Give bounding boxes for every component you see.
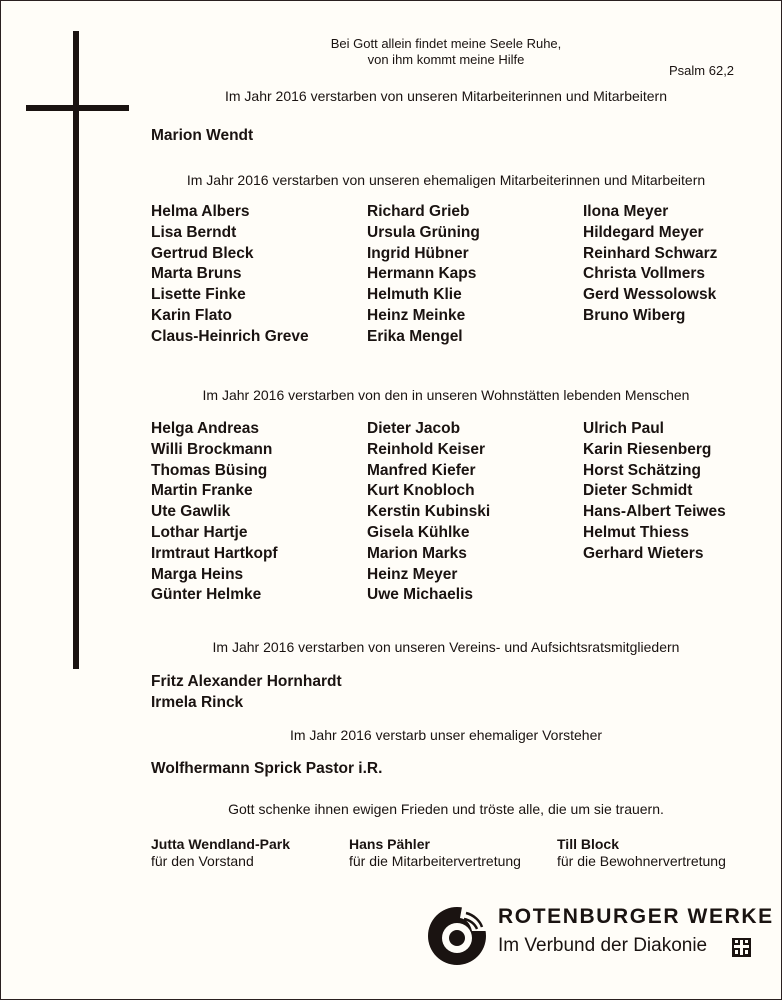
list-item: Uwe Michaelis xyxy=(367,586,473,604)
list-item: Lisette Finke xyxy=(151,286,246,304)
cross-vertical-bar xyxy=(73,31,79,669)
list-item: Karin Riesenberg xyxy=(583,440,712,458)
list-item: Marga Heins xyxy=(151,565,244,583)
list-item: Ilona Meyer xyxy=(583,203,669,220)
list-item: Helmut Thiess xyxy=(583,523,689,541)
former-director-intro: Im Jahr 2016 verstarb unser ehemaliger Vorsteher xyxy=(289,727,603,743)
cross-horizontal-bar xyxy=(26,105,129,111)
bible-quote xyxy=(301,36,591,68)
list-item: Claus-Heinrich Greve xyxy=(151,327,309,345)
former-employees-column-2 xyxy=(367,202,480,348)
former-employees-column-3 xyxy=(583,202,717,327)
list-item: Ulrich Paul xyxy=(583,420,664,437)
list-item: Helmuth Klie xyxy=(367,286,462,304)
list-item: Thomas Büsing xyxy=(151,461,268,479)
list-item: Gerd Wessolowsk xyxy=(583,286,717,304)
list-item: Willi Brockmann xyxy=(151,440,273,458)
list-item: Ursula Grüning xyxy=(367,223,480,241)
diakonie-cross-icon xyxy=(732,938,751,957)
list-item: Marion Marks xyxy=(367,544,467,562)
list-item: Gerhard Wieters xyxy=(583,544,704,562)
list-item: Gertrud Bleck xyxy=(151,244,254,262)
list-item: Christa Vollmers xyxy=(583,265,706,283)
list-item: Kerstin Kubinski xyxy=(367,503,491,521)
list-item: Erika Mengel xyxy=(367,327,463,345)
list-item: Heinz Meinke xyxy=(367,306,466,324)
list-item: Lisa Berndt xyxy=(151,223,237,241)
list-item: Dieter Jacob xyxy=(367,420,461,437)
list-item: Irmela Rinck xyxy=(151,693,244,711)
list-item: Karin Flato xyxy=(151,306,232,324)
list-item: Martin Franke xyxy=(151,482,253,500)
rotenburger-werke-logo-icon xyxy=(426,905,488,967)
list-item: Hans-Albert Teiwes xyxy=(583,503,726,521)
list-item: Dieter Schmidt xyxy=(583,482,693,500)
list-item: Hermann Kaps xyxy=(367,265,477,283)
residents-column-1 xyxy=(151,419,278,606)
list-item: Horst Schätzing xyxy=(583,461,701,479)
quote-line-2: von ihm kommt meine Hilfe xyxy=(367,52,525,67)
employee-name: Marion Wendt xyxy=(151,127,254,144)
list-item: Manfred Kiefer xyxy=(367,461,476,479)
list-item: Fritz Alexander Hornhardt xyxy=(151,673,342,690)
signature-name: Jutta Wendland-Park xyxy=(151,836,290,852)
list-item: Heinz Meyer xyxy=(367,565,458,583)
residents-column-3 xyxy=(583,419,726,565)
list-item: Lothar Hartje xyxy=(151,523,248,541)
signature-role: für die Mitarbeitervertretung xyxy=(349,853,521,869)
list-item: Helga Andreas xyxy=(151,420,259,437)
list-item: Richard Grieb xyxy=(367,203,470,220)
signature-role: für die Bewohnervertretung xyxy=(557,853,726,869)
list-item: Gisela Kühlke xyxy=(367,523,470,541)
former-director-name: Wolfhermann Sprick Pastor i.R. xyxy=(151,760,383,777)
list-item: Ingrid Hübner xyxy=(367,244,469,262)
signature-staff-council xyxy=(349,836,521,870)
signature-board xyxy=(151,836,290,870)
list-item: Günter Helmke xyxy=(151,586,262,604)
list-item: Reinhold Keiser xyxy=(367,440,485,458)
closing-blessing: Gott schenke ihnen ewigen Frieden und tröste alle, die um sie trauern. xyxy=(228,801,664,817)
quote-source: Psalm 62,2 xyxy=(669,63,735,78)
residents-intro: Im Jahr 2016 verstarben von den in unseren Wohnstätten lebenden Menschen xyxy=(202,387,690,403)
list-item: Irmtraut Hartkopf xyxy=(151,544,278,562)
list-item: Bruno Wiberg xyxy=(583,306,686,324)
list-item: Kurt Knobloch xyxy=(367,482,475,500)
former-employees-column-1 xyxy=(151,202,309,348)
list-item: Ute Gawlik xyxy=(151,503,231,521)
signature-name: Till Block xyxy=(557,836,619,852)
quote-line-1: Bei Gott allein findet meine Seele Ruhe, xyxy=(330,36,562,51)
signature-name: Hans Pähler xyxy=(349,836,430,852)
board-members-list xyxy=(151,672,342,714)
list-item: Marta Bruns xyxy=(151,265,242,283)
board-members-intro: Im Jahr 2016 verstarben von unseren Vereins- und Aufsichtsratsmitgliedern xyxy=(212,639,680,655)
logo-subtitle: Im Verbund der Diakonie xyxy=(498,935,708,956)
former-employees-intro: Im Jahr 2016 verstarben von unseren ehemaligen Mitarbeiterinnen und Mitarbeitern xyxy=(186,172,706,188)
employees-intro: Im Jahr 2016 verstarben von unseren Mitarbeiterinnen und Mitarbeitern xyxy=(224,88,668,104)
list-item: Hildegard Meyer xyxy=(583,223,704,241)
signature-residents-council xyxy=(557,836,726,870)
residents-column-2 xyxy=(367,419,490,606)
list-item: Reinhard Schwarz xyxy=(583,244,718,262)
logo-title: ROTENBURGER WERKE xyxy=(498,905,774,928)
signature-role: für den Vorstand xyxy=(151,853,254,869)
list-item: Helma Albers xyxy=(151,203,250,220)
